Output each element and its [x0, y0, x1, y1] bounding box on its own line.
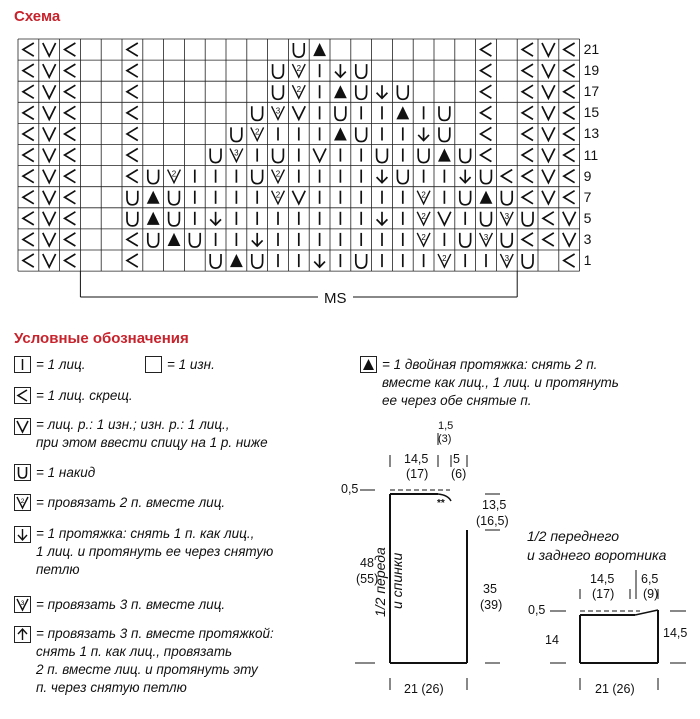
chart-cell [292, 85, 305, 98]
chart-cell-number: 2 [171, 169, 177, 179]
row-number: 15 [583, 104, 600, 121]
legend-sk2po-4: п. через снятую петлю [36, 680, 187, 695]
chart-cell [230, 149, 243, 162]
chart-cell [43, 233, 56, 246]
collar-top-offset: 0,5 [528, 603, 546, 617]
chart-cell [356, 254, 367, 268]
chart-cell [481, 212, 492, 226]
legend-knit-tbl: = 1 лиц. скрещ. [36, 388, 133, 403]
chart-cell [522, 85, 533, 98]
chart-cell [481, 85, 492, 98]
chart-cell [23, 127, 34, 140]
chart-cell [564, 127, 575, 140]
side-length: 35 [483, 582, 497, 596]
chart-cell [231, 127, 242, 141]
chart-cell [23, 233, 34, 246]
chart-cell [356, 127, 367, 141]
collar-height-right: 14,5 [663, 626, 688, 640]
neck-drop: 1,5 [438, 420, 454, 432]
legend-purl: = 1 изн. [167, 357, 215, 372]
chart-cell [23, 64, 34, 77]
chart-cell [460, 233, 471, 247]
chart-cell [65, 127, 76, 140]
chart-cell [564, 191, 575, 204]
collar-right-alt: (9) [643, 587, 659, 601]
chart-cell [522, 43, 533, 56]
chart-cell [127, 212, 138, 226]
chart-cell [481, 64, 492, 77]
chart-cell [377, 170, 388, 183]
chart-cell [542, 106, 555, 119]
chart-cell [210, 149, 221, 163]
shoulder-width: 14,5 [404, 452, 429, 466]
chart-cell [542, 85, 555, 98]
row-number: 21 [583, 41, 600, 57]
chart-cell [127, 106, 138, 119]
collar-label-2: и заднего воротника [527, 547, 667, 563]
chart-cell [313, 43, 326, 56]
chart-cell [65, 191, 76, 204]
yarn-over-symbol-icon [14, 464, 31, 481]
legend-knit: = 1 лиц. [36, 357, 86, 372]
chart-cell [522, 191, 533, 204]
chart-cell [542, 170, 555, 183]
chart-cell [522, 254, 533, 268]
chart-cell [127, 170, 138, 183]
chart-cell [543, 233, 554, 246]
chart-cell-number: 2 [275, 190, 281, 200]
chart-cell [65, 64, 76, 77]
armhole-depth: 13,5 [482, 498, 507, 512]
row-number: 1 [583, 252, 592, 268]
row-number: 3 [583, 230, 592, 247]
chart-cell [481, 170, 492, 184]
neck-half-alt: (6) [451, 467, 467, 481]
chart-cell [542, 149, 555, 162]
chart-cell [563, 233, 576, 246]
chart-cell [313, 149, 326, 162]
row-number: 11 [583, 146, 599, 163]
chart-cell [500, 254, 513, 267]
total-length: 48 [360, 556, 374, 570]
chart-cell-number: 2 [275, 169, 281, 179]
chart-cell [65, 170, 76, 183]
chart-cell [65, 149, 76, 162]
chart-cell [252, 254, 263, 268]
legend-skpo-2: 1 лиц. и протянуть ее через снятую [36, 544, 274, 559]
chart-cell [543, 212, 554, 225]
chart-cell [438, 254, 451, 267]
legend-title: Условные обозначения [14, 330, 189, 347]
chart-cell [127, 85, 138, 98]
chart-cell [23, 85, 34, 98]
chart-cell [292, 191, 305, 204]
chart-cell [43, 127, 56, 140]
legend-yo: = 1 накид [36, 465, 96, 480]
k3tog-symbol-icon [14, 596, 31, 613]
collar-label-1: 1/2 переднего [527, 528, 620, 544]
collar-height-left: 14 [545, 633, 559, 647]
chart-cell [438, 149, 451, 162]
chart-cell [500, 212, 513, 225]
chart-cell [65, 43, 76, 56]
chart-cell-number: 2 [421, 190, 426, 200]
chart-cell [522, 170, 533, 183]
chart-cell [43, 212, 56, 225]
chart-cell [127, 127, 138, 140]
k3tog-symbol-label: 3 [20, 600, 25, 607]
chart-cell [43, 170, 56, 183]
k2tog-symbol-icon [14, 494, 31, 511]
chart-cell [65, 233, 76, 246]
body-width: 21 (26) [404, 682, 444, 696]
chart-cell [43, 106, 56, 119]
side-length-alt: (39) [480, 598, 503, 612]
chart-cell [252, 106, 263, 120]
chart-cell [314, 254, 325, 267]
chart-cell [43, 43, 56, 56]
chart-cell [127, 43, 138, 56]
chart-cell [127, 254, 138, 267]
chart-cell [417, 191, 430, 204]
legend-k3tog: = провязать 3 п. вместе лиц. [36, 597, 226, 612]
chart-title: Схема [14, 8, 61, 25]
chart-cell [522, 64, 533, 77]
chart-cell [147, 191, 160, 204]
chart-cell [480, 233, 493, 246]
chart-cell [168, 170, 181, 183]
chart-cell [230, 254, 243, 267]
collar-right: 6,5 [641, 572, 659, 586]
chart-cell-number: 2 [296, 64, 302, 74]
body-label-2: и спинки [389, 552, 405, 609]
chart-cell [272, 106, 285, 119]
chart-cell [356, 85, 367, 99]
chart-cell [168, 233, 181, 246]
chart-cell [252, 233, 263, 246]
legend-sk2po-3: 2 п. вместе лиц. и протянуть эту [36, 662, 258, 677]
chart-cell [501, 233, 512, 247]
chart-cell-number: 2 [254, 127, 260, 137]
sk2po-symbol-icon [14, 626, 31, 643]
chart-cell [460, 170, 471, 183]
chart-cell [252, 170, 263, 184]
purl-symbol-icon [145, 356, 162, 373]
chart-cell [542, 64, 555, 77]
chart-cell [417, 233, 430, 246]
chart-cell [438, 212, 451, 225]
body-stars: ** [437, 498, 445, 509]
chart-cell [542, 191, 555, 204]
legend-double-dec-2: вместе как лиц., 1 лиц. и протянуть [382, 375, 619, 390]
chart-cell [522, 127, 533, 140]
chart-cell [23, 191, 34, 204]
chart-cell [563, 212, 576, 225]
chart-cell [542, 43, 555, 56]
chart-cell [522, 233, 533, 246]
chart-cell [273, 85, 284, 99]
legend-sk2po-2: снять 1 п. как лиц., провязать [36, 644, 233, 659]
legend-knit-below-1: = лиц. р.: 1 изн.; изн. р.: 1 лиц., [36, 417, 230, 432]
chart-cell [23, 170, 34, 183]
chart-cell [127, 149, 138, 162]
chart-cell [481, 149, 492, 162]
chart-cell [23, 212, 34, 225]
chart-cell [481, 127, 492, 140]
chart-cell-number: 2 [421, 232, 426, 242]
chart-cell [335, 106, 346, 120]
chart-cell [169, 212, 180, 226]
chart-cell [23, 43, 34, 56]
chart-cell [334, 127, 347, 140]
chart-cell [251, 127, 264, 140]
chart-cell [43, 254, 56, 267]
collar-left: 14,5 [590, 572, 615, 586]
chart-cell [273, 64, 284, 78]
chart-cell [417, 212, 430, 225]
chart-cell [439, 106, 450, 120]
chart-cell [564, 149, 575, 162]
chart-cell [542, 127, 555, 140]
chart-cell [460, 191, 471, 205]
chart-cell [481, 43, 492, 56]
legend-k2tog: = провязать 2 п. вместе лиц. [36, 495, 226, 510]
chart-cell-number: 3 [504, 211, 510, 221]
chart-cell [522, 212, 533, 226]
chart-cell [564, 106, 575, 119]
chart-cell-number: 2 [442, 254, 447, 263]
chart-cell [564, 43, 575, 56]
row-number: 19 [583, 62, 600, 79]
knit-symbol-icon [14, 356, 31, 373]
repeat-label: MS [318, 290, 353, 307]
chart-cell [501, 170, 512, 183]
row-number: 7 [583, 188, 592, 205]
chart-cell [272, 191, 285, 204]
chart-cell [522, 106, 533, 119]
knit-below-symbol-icon [14, 418, 31, 435]
chart-cell-number: 3 [504, 254, 510, 263]
chart-cell [127, 233, 138, 246]
chart-cell [293, 43, 304, 57]
chart-cell [272, 170, 285, 183]
chart-cell [397, 85, 408, 99]
legend-skpo-1: = 1 протяжка: снять 1 п. как лиц., [36, 526, 255, 541]
chart-cell [148, 170, 159, 184]
chart-cell [210, 254, 221, 268]
chart-cell-number: 3 [483, 232, 489, 242]
chart-cell [65, 254, 76, 267]
chart-cell [418, 127, 429, 140]
chart-cell [418, 149, 429, 163]
chart-cell [564, 170, 575, 183]
row-number: 9 [583, 167, 592, 184]
chart-cell [292, 106, 305, 119]
chart-cell [501, 191, 512, 205]
chart-cell [481, 106, 492, 119]
double-decrease-symbol-icon [360, 356, 377, 373]
legend-skpo-3: петлю [36, 562, 80, 577]
chart-cell [377, 85, 388, 98]
chart-cell [480, 191, 493, 204]
chart-cell-number: 2 [421, 211, 426, 221]
k2tog-symbol-label: 2 [20, 498, 25, 505]
chart-cell [377, 212, 388, 225]
chart-cell [522, 149, 533, 162]
chart-cell [335, 64, 346, 77]
chart-cell [169, 191, 180, 205]
legend-sk2po-1: = провязать 3 п. вместе протяжкой: [36, 626, 274, 641]
chart-cell [43, 85, 56, 98]
total-length-alt: (55) [356, 572, 379, 586]
collar-left-alt: (17) [592, 587, 615, 601]
chart-cell [273, 149, 284, 163]
chart-cell [127, 64, 138, 77]
chart-cell [210, 212, 221, 225]
shoulder-width-alt: (17) [406, 467, 429, 481]
chart-cell [564, 254, 575, 267]
chart-cell [356, 64, 367, 78]
legend-double-dec-3: ее через обе снятые п. [382, 393, 532, 408]
collar-width: 21 (26) [595, 682, 635, 696]
neck-half: 5 [453, 452, 460, 466]
skpo-symbol-icon [14, 526, 31, 543]
chart-cell [43, 191, 56, 204]
chart-cell [564, 64, 575, 77]
row-number: 17 [583, 83, 600, 100]
legend-knit-below-2: при этом ввести спицу на 1 р. ниже [36, 435, 268, 450]
chart-cell [65, 212, 76, 225]
chart-cell [292, 64, 305, 77]
chart-cell [564, 85, 575, 98]
chart-cell [127, 191, 138, 205]
chart-cell [396, 106, 409, 119]
row-number: 5 [583, 209, 592, 226]
chart-cell [65, 85, 76, 98]
chart-cell [189, 233, 200, 247]
chart-cell [397, 170, 408, 184]
body-label-1: 1/2 переда [372, 547, 388, 617]
legend-double-dec-1: = 1 двойная протяжка: снять 2 п. [382, 357, 598, 372]
chart-cell [23, 106, 34, 119]
chart-cell [334, 85, 347, 98]
chart-cell [43, 149, 56, 162]
body-top-offset: 0,5 [341, 482, 359, 496]
chart-cell-number: 3 [275, 106, 281, 116]
chart-cell-number: 2 [296, 85, 302, 95]
neck-drop-alt: (3) [438, 433, 452, 445]
chart-cell [460, 149, 471, 163]
knit-tbl-symbol-icon [14, 387, 31, 404]
body-label [372, 507, 406, 617]
chart-cell [148, 233, 159, 247]
chart-cell [439, 127, 450, 141]
chart-cell [23, 254, 34, 267]
chart-cell [43, 64, 56, 77]
chart-cell [23, 149, 34, 162]
chart-cell [65, 106, 76, 119]
armhole-depth-alt: (16,5) [476, 514, 509, 528]
row-number: 13 [583, 125, 600, 142]
chart-cell [147, 212, 160, 225]
chart-cell [377, 149, 388, 163]
chart-cell-number: 3 [234, 148, 239, 158]
